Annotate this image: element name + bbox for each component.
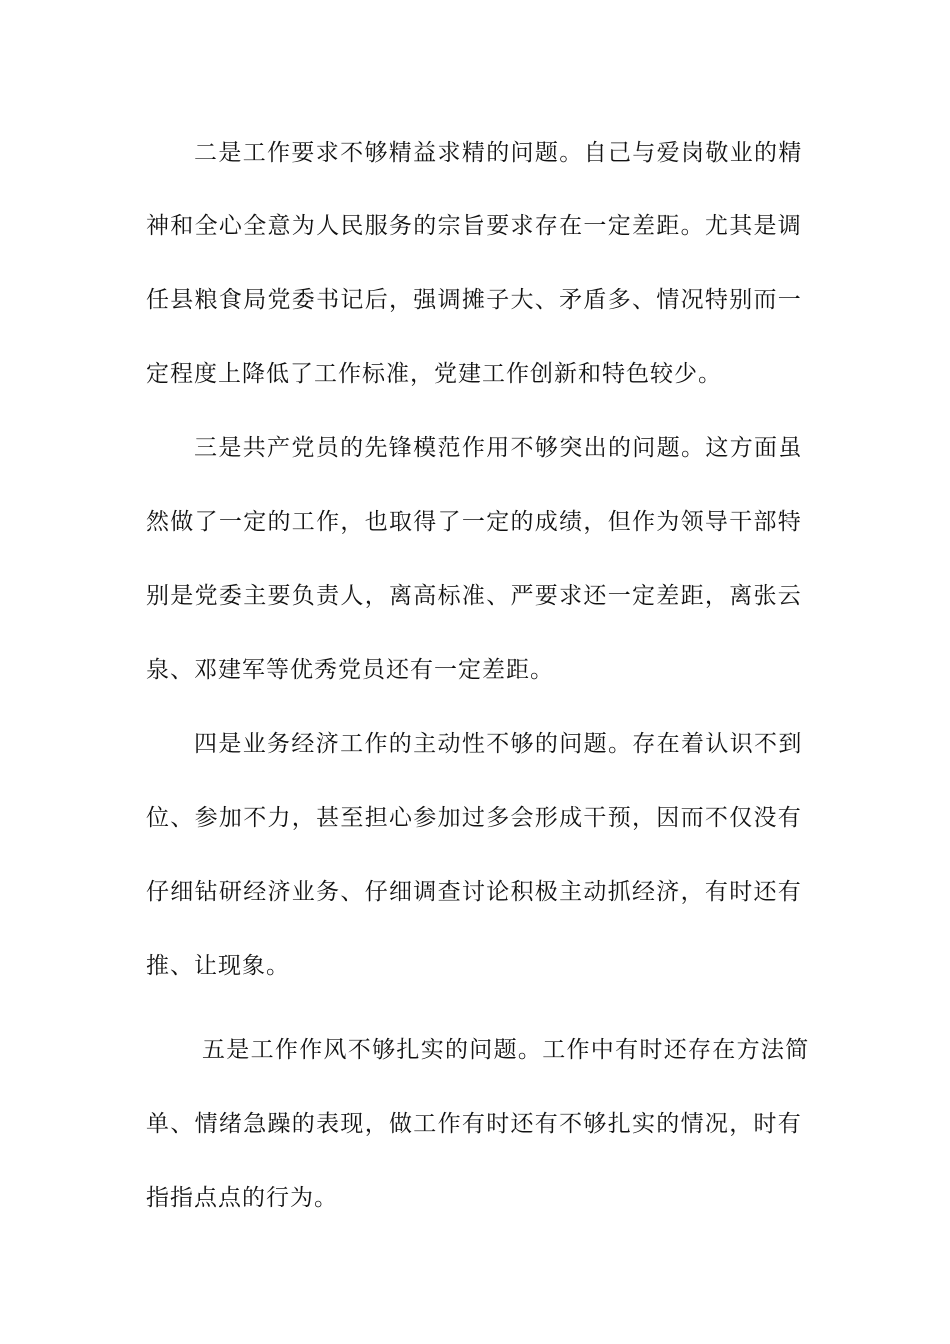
text-line: 三是共产党员的先锋模范作用不够突出的问题。这方面虽 [194,435,803,461]
text-line: 然做了一定的工作，也取得了一定的成绩，但作为领导干部特 [146,509,803,535]
text-line: 别是党委主要负责人，离高标准、严要求还一定差距，离张云 [146,583,803,609]
text-line: 仔细钻研经济业务、仔细调查讨论积极主动抓经济，有时还有 [146,879,803,905]
text-line: 单、情绪急躁的表现，做工作有时还有不够扎实的情况，时有 [146,1111,803,1137]
text-line: 五是工作作风不够扎实的问题。工作中有时还存在方法简 [202,1037,810,1063]
text-line: 位、参加不力，甚至担心参加过多会形成干预，因而不仅没有 [146,805,803,831]
text-line: 任县粮食局党委书记后，强调摊子大、矛盾多、情况特别而一 [146,287,803,313]
text-line: 推、让现象。 [146,953,290,979]
text-line: 定程度上降低了工作标准，党建工作创新和特色较少。 [146,361,722,387]
text-line: 指指点点的行为。 [146,1185,338,1211]
text-line: 二是工作要求不够精益求精的问题。自己与爱岗敬业的精 [194,140,803,166]
text-line: 四是业务经济工作的主动性不够的问题。存在着认识不到 [194,731,803,757]
text-line: 神和全心全意为人民服务的宗旨要求存在一定差距。尤其是调 [146,213,803,239]
text-line: 泉、邓建军等优秀党员还有一定差距。 [146,657,554,683]
